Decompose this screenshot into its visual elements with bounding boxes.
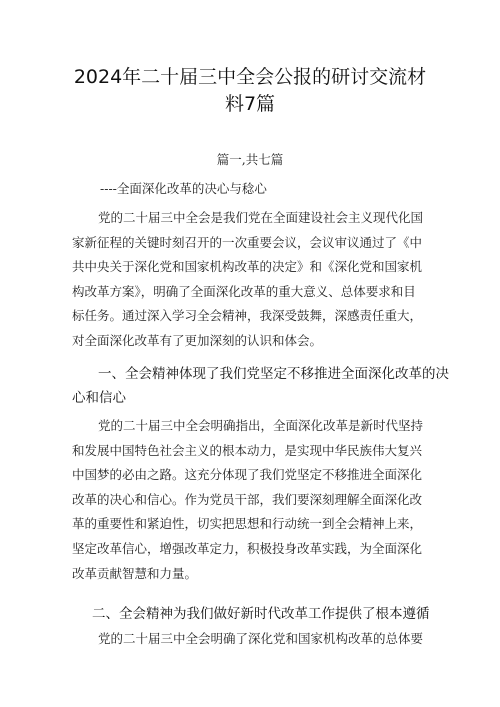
paragraph-3 (72, 627, 432, 652)
paragraph-line: 和发展中国特色社会主义的根本动力，是实现中华民族伟大复兴 (72, 442, 423, 458)
paragraph-line: 对全面深化改革有了更加深刻的认识和体会。 (72, 332, 323, 348)
paragraph-line: 革的重要性和紧迫性，切实把思想和行动统一到全会精神上来， (72, 516, 423, 532)
paragraph-line: 改革贡献智慧和力量。 (72, 565, 198, 581)
section-heading-1 (72, 362, 452, 410)
paragraph-line: 改革的决心和信心。作为党员干部，我们要深刻理解全面深化改 (72, 491, 423, 507)
paragraph-line: 党的二十届三中全会明确了深化党和国家机构改革的总体要 (98, 631, 424, 646)
paragraph-line: 党的二十届三中全会是我们党在全面建设社会主义现代化国 (98, 210, 424, 225)
paragraph-line: 家新征程的关键时刻召开的一次重要会议，会议审议通过了《中 (72, 234, 423, 250)
heading-line: 心和信心 (72, 390, 126, 406)
paragraph-line: 标任务。通过深入学习全会精神，我深受鼓舞，深感责任重大， (72, 308, 423, 324)
paragraph-1 (72, 206, 432, 354)
document-title (60, 64, 440, 118)
paragraph-line: 构改革方案》，明确了全面深化改革的重大意义、总体要求和目 (72, 283, 416, 299)
heading-line: 一、全会精神体现了我们党坚定不移推进全面深化改革的决 (98, 366, 449, 382)
title-line-2: 料7篇 (224, 93, 276, 115)
paragraph-2 (72, 414, 432, 586)
lead-line: ----全面深化改革的决心与稔心 (100, 181, 267, 196)
section-heading-2 (72, 602, 452, 626)
paragraph-line: 坚定改革信心，增强改革定力，积极投身改革实践，为全面深化 (72, 540, 423, 556)
title-line-1: 2024年二十届三中全会公报的研讨交流材 (73, 66, 427, 88)
heading-line: 二、全会精神为我们做好新时代改革工作提供了根本遵循 (92, 606, 430, 622)
paragraph-line: 中国梦的必由之路。这充分体现了我们党坚定不移推进全面深化 (72, 467, 423, 483)
paragraph-line: 党的二十届三中全会明确指出，全面深化改革是新时代坚持 (98, 418, 424, 433)
section-subtitle: 篇一,共七篇 (216, 152, 284, 167)
paragraph-line: 共中央关于深化党和国家机构改革的决定》和《深化党和国家机 (72, 259, 423, 275)
